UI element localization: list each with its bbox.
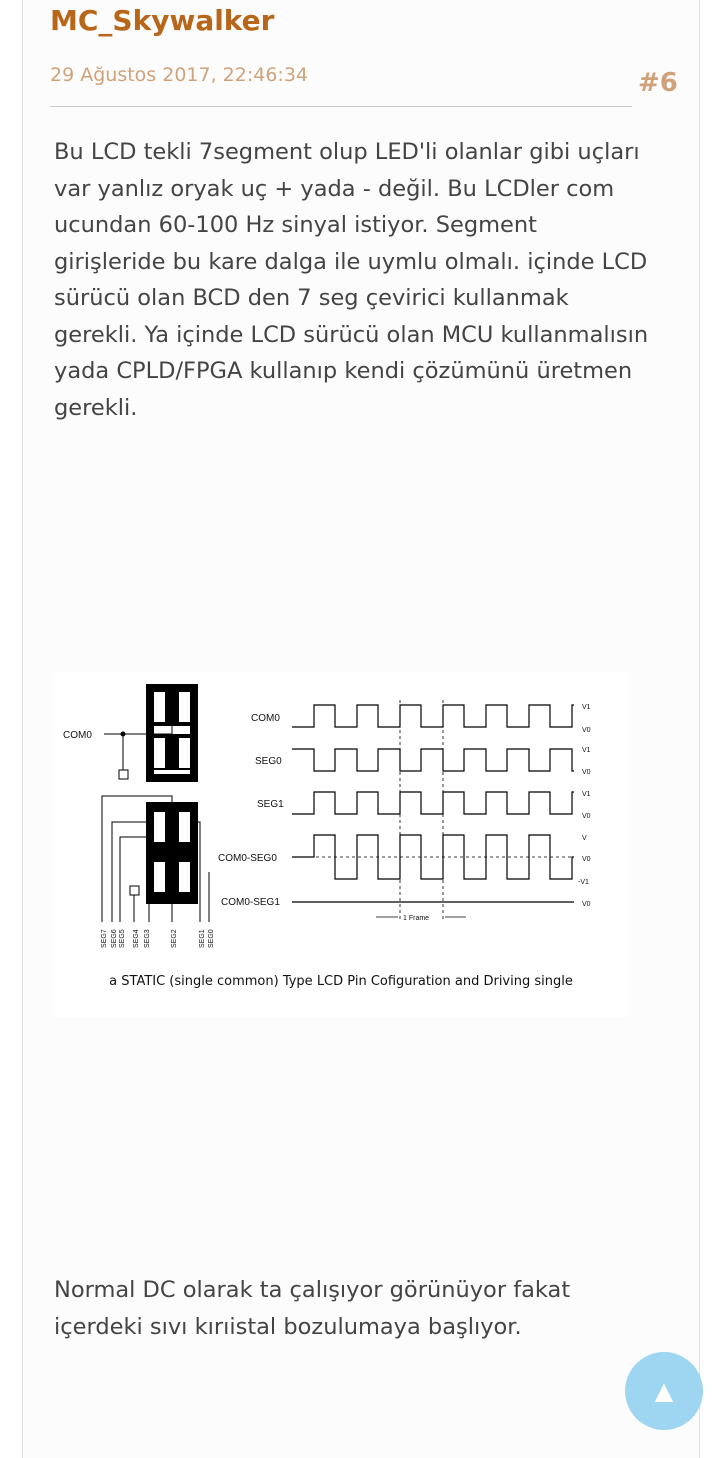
post-paragraph: Bu LCD tekli 7segment olup LED'li olanlar gibi uçları var yanlız oryak uç + yada - değil. Bu LCDler com ucundan 60-100 Hz sinyal istiyor. Segment girişleride bu kare dalga ile uymlu olmalı. içinde LCD sürücü olan BCD den 7 seg çevirici kullanmak gerekli. Ya içinde LCD sürücü olan MCU kullanmalısın yada CPLD/FPGA kullanıp kendi çözümünü üretmen gerekli. [54,139,649,421]
pin-label: SEG7 [101,929,108,948]
level-label: V0 [582,901,591,908]
post-author[interactable]: MC_Skywalker [50,4,275,37]
signal-label: COM0-SEG1 [221,897,280,908]
signal-label: COM0 [251,713,280,724]
level-label: V0 [582,769,591,776]
post-paragraph: Normal DC olarak ta çalışıyor görünüyor fakat içerdeki sıvı kırıistal bozulumaya başlıyor. [54,1277,571,1340]
level-label: V1 [582,791,591,798]
figure-caption: a STATIC (single common) Type LCD Pin Cofiguration and Driving single [109,974,573,989]
level-label: V0 [582,813,591,820]
level-label: V0 [582,727,591,734]
signal-label: SEG0 [255,756,282,767]
lcd-diagram [54,672,628,1017]
pin-label: SEG1 [199,929,206,948]
header-divider [50,106,632,107]
frame-label: 1 Frame [403,915,430,922]
waveforms [292,705,574,902]
post-date: 29 Ağustos 2017, 22:46:34 [50,64,308,86]
post-number[interactable]: #6 [638,68,678,98]
pin-label: SEG2 [171,929,178,948]
seven-segment-bottom [146,802,198,904]
scroll-to-top-button[interactable] [625,1352,703,1430]
pin-label: SEG0 [208,929,215,948]
arrow-up-icon: ▲ [654,1377,674,1405]
signal-label: COM0-SEG0 [218,853,277,864]
pin-label: SEG4 [133,929,140,948]
com-label: COM0 [63,730,92,741]
level-label: V [582,835,587,842]
pin-label: SEG6 [111,929,118,948]
post-image [54,672,628,1017]
level-label: V1 [582,747,591,754]
level-label: V0 [582,856,591,863]
pin-label: SEG5 [119,929,126,948]
level-label: -V1 [578,879,589,886]
pin-label: SEG3 [144,929,151,948]
level-label: V1 [582,704,591,711]
signal-label: SEG1 [257,799,284,810]
